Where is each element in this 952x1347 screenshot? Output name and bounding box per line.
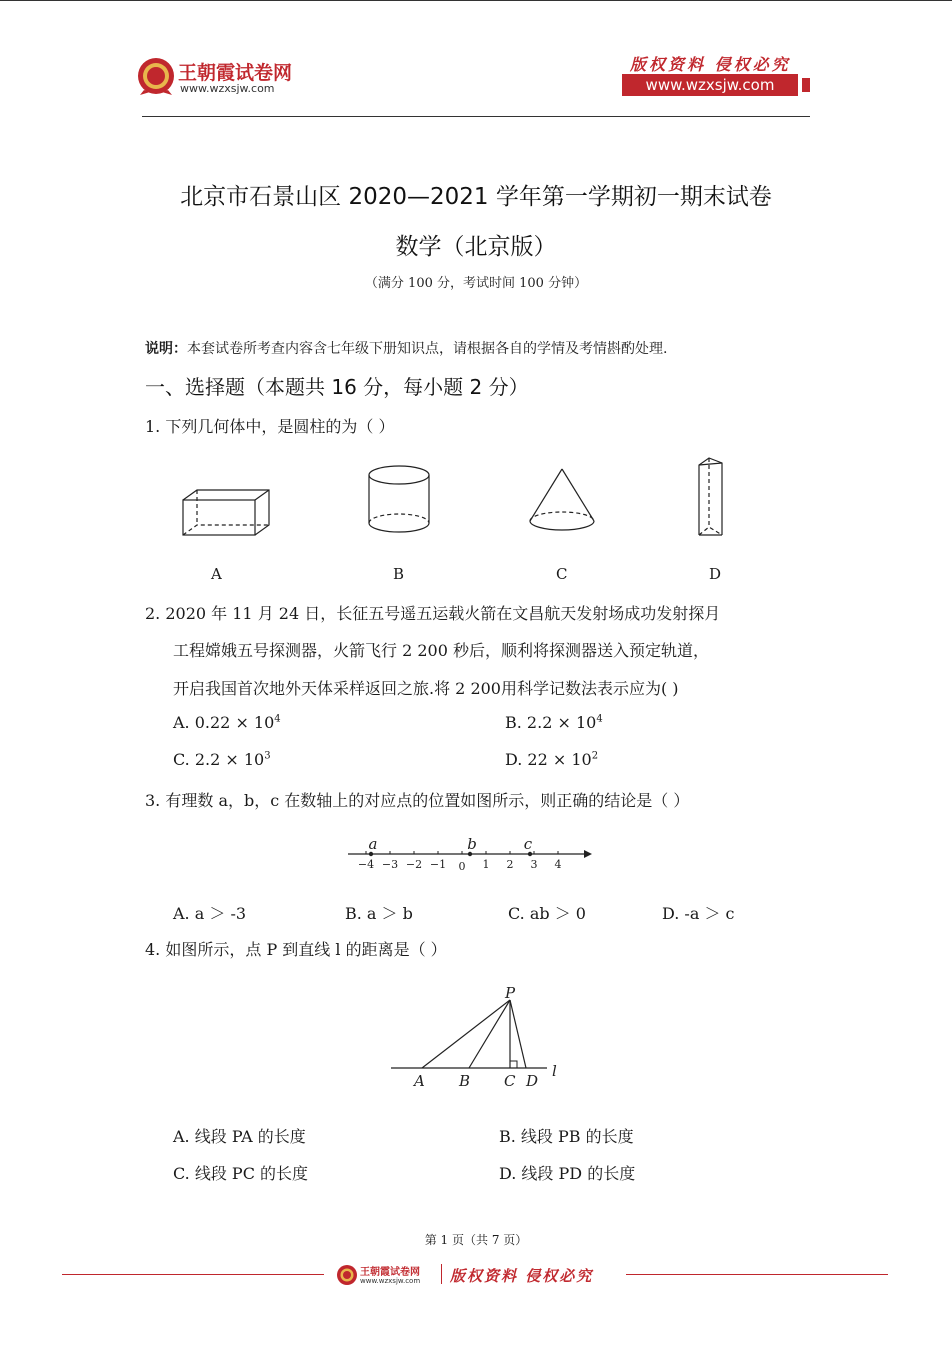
- page-subtitle: 数学（北京版）: [395, 234, 557, 260]
- q2-option-a-exp: 4: [274, 713, 281, 725]
- label-c: C: [504, 1072, 516, 1090]
- page-number: 第 1 页（共 7 页）: [424, 1233, 528, 1247]
- tick-label: 2: [506, 858, 514, 871]
- instructions-label: 说明：: [145, 341, 187, 357]
- label-b: B: [459, 1072, 471, 1090]
- q2-option-a-base: A. 0.22 × 10: [173, 713, 275, 732]
- q2-option-b: [505, 713, 603, 732]
- q1-solids-figure: [175, 455, 795, 550]
- q2-option-d-exp: 2: [591, 750, 599, 762]
- footer-rights: 版权资料 侵权必究: [450, 1267, 594, 1285]
- q2-option-c-exp: 3: [264, 750, 271, 762]
- seal-logo-icon: [136, 56, 176, 96]
- url-box: www.wzxsjw.com: [622, 74, 798, 96]
- label-a: A: [414, 1072, 425, 1090]
- footer-rule-right: [626, 1274, 888, 1275]
- q2-option-d: [505, 750, 598, 769]
- label-d: D: [526, 1072, 539, 1090]
- tick-label: −2: [405, 858, 423, 871]
- q2-option-c: [173, 750, 271, 769]
- header-divider: [142, 116, 810, 117]
- tick-label: −1: [429, 858, 447, 871]
- logo-name: 王朝霞试卷网: [178, 62, 293, 84]
- q2-line-2: 工程嫦娥五号探测器，火箭飞行 2 200 秒后，顺利将探测器送入预定轨道，: [173, 641, 709, 660]
- tick-label: 4: [554, 858, 562, 871]
- page-title: 北京市石景山区 2020—2021 学年第一学期初一期末试卷: [180, 184, 772, 210]
- q2-option-a: [173, 713, 281, 732]
- q2-option-b-exp: 4: [596, 713, 603, 725]
- segment-pb: [469, 1000, 510, 1068]
- q4-option-d: D. 线段 PD 的长度: [499, 1164, 636, 1183]
- q3-option-a: A. a ＞ -3: [173, 904, 247, 923]
- tick-label: 0: [458, 860, 466, 873]
- q3-option-c: C. ab ＞ 0: [508, 904, 586, 923]
- q1-stem: 1. 下列几何体中，是圆柱的为（ ）: [145, 417, 395, 436]
- instructions-text: 本套试卷所考查内容含七年级下册知识点，请根据各自的学情及考情斟酌处理.: [187, 341, 668, 357]
- q1-label-c: C: [556, 565, 568, 583]
- q2-line-3: 开启我国首次地外天体采样返回之旅.将 2 200用科学记数法表示应为( ): [173, 679, 679, 698]
- axis-tick-labels: [358, 858, 562, 873]
- rights-text: 版权资料 侵权必究: [630, 55, 791, 74]
- exam-note: （满分 100 分，考试时间 100 分钟）: [364, 276, 588, 291]
- point-b-label: b: [467, 835, 477, 853]
- right-angle-mark-icon: [510, 1061, 517, 1068]
- q3-number-line: [340, 832, 600, 877]
- footer-divider: [441, 1264, 442, 1284]
- tick-label: 1: [482, 858, 490, 871]
- q4-stem: 4. 如图所示，点 P 到直线 l 的距离是（ ）: [145, 940, 447, 959]
- segment-pd: [510, 1000, 526, 1068]
- q4-option-c: C. 线段 PC 的长度: [173, 1164, 309, 1183]
- footer-seal-logo-icon: [336, 1264, 358, 1286]
- footer-logo-name: 王朝霞试卷网: [360, 1267, 420, 1278]
- tick-label: 3: [530, 858, 538, 871]
- point-c-label: c: [523, 835, 533, 853]
- triangular-prism-icon: [699, 458, 722, 535]
- top-border: [0, 0, 952, 1]
- footer-rule-left: [62, 1274, 324, 1275]
- q3-option-d: D. -a ＞ c: [662, 904, 735, 923]
- label-l: l: [552, 1062, 557, 1080]
- q4-option-b: B. 线段 PB 的长度: [499, 1127, 634, 1146]
- q4-option-a: A. 线段 PA 的长度: [173, 1127, 306, 1146]
- q2-option-c-base: C. 2.2 × 10: [173, 750, 265, 769]
- logo-url: www.wzxsjw.com: [180, 82, 275, 95]
- axis-arrow-icon: [584, 850, 592, 858]
- cylinder-icon: [369, 466, 429, 532]
- q1-label-d: D: [709, 565, 722, 583]
- point-a-label: a: [368, 835, 378, 853]
- cone-icon: [530, 469, 594, 530]
- q2-line-1: 2. 2020 年 11 月 24 日，长征五号遥五运载火箭在文昌航天发射场成功发射探月: [145, 604, 721, 623]
- q4-distance-figure: [385, 980, 570, 1095]
- footer-logo-url: www.wzxsjw.com: [360, 1277, 421, 1285]
- label-p: P: [505, 984, 516, 1002]
- instructions: [145, 338, 667, 358]
- url-box-tab: [802, 78, 810, 92]
- cuboid-icon: [183, 490, 269, 535]
- q3-option-b: B. a ＞ b: [345, 904, 413, 923]
- section-1-heading: 一、选择题（本题共 16 分，每小题 2 分）: [145, 375, 529, 399]
- q1-label-a: A: [211, 565, 222, 583]
- q3-stem: 3. 有理数 a，b，c 在数轴上的对应点的位置如图所示，则正确的结论是（ ）: [145, 791, 690, 810]
- tick-label: −3: [381, 858, 399, 871]
- q1-label-b: B: [393, 565, 405, 583]
- q2-option-d-base: D. 22 × 10: [505, 750, 592, 769]
- q2-option-b-base: B. 2.2 × 10: [505, 713, 597, 732]
- tick-label: −4: [357, 858, 375, 871]
- segment-pa: [422, 1000, 510, 1068]
